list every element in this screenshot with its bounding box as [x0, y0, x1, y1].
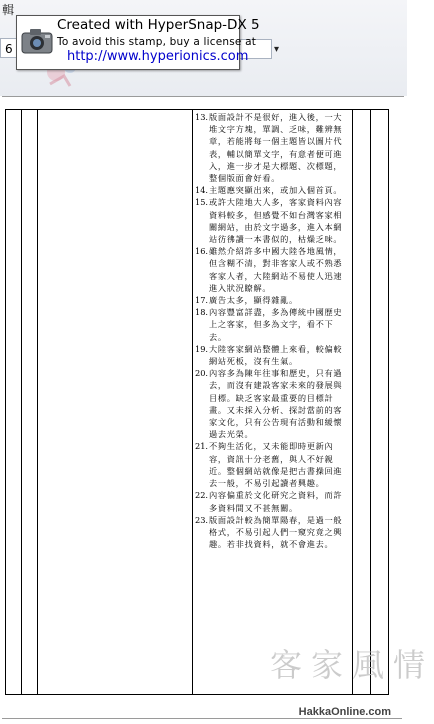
item-number: 22.: [195, 490, 209, 501]
column-divider: [352, 110, 353, 694]
item-text: 內容多為陳年往事和歷史，只有過去，而沒有建設客家未來的發展與目標。缺乏客家最重要的目標計畫。又未採入分析、探討當前的客家文化，只有公告現有活動和緩懷過去光榮。: [209, 368, 343, 440]
item-text: 主題應突顯出來，或加入個首頁。: [209, 185, 343, 196]
item-text: 大陸客家網站整體上來看，較偏較網站死板，沒有生氣。: [209, 343, 343, 367]
stamp-notice: To avoid this stamp, buy a license at: [57, 36, 257, 48]
item-text: 版面設計較為簡單陽春，是過一般格式，不易引起人們一窺究竟之興趣。若非找資料，就不會進去。: [209, 514, 343, 550]
item-text: 雖然介紹許多中國大陸各地風情，但含糊不清，對非客家人或不熟悉客家人者，大陸網站不易使人迅速進入狀況瞭解。: [209, 246, 343, 293]
item-text: 不夠生活化，又未能即時更新內容，資訊十分老舊，與人不好親近。整個網站就像是把古書操回進去一般，不易引起讀者興趣。: [209, 441, 343, 489]
watermark-text: 客家風情: [270, 646, 434, 684]
list-item: [195, 440, 347, 489]
item-number: 20.: [195, 368, 209, 379]
item-number: 19.: [195, 343, 209, 354]
watermark-url: HakkaOnline.com: [298, 706, 391, 718]
zoom-combo[interactable]: 6: [0, 38, 26, 58]
page-bottom-border: [2, 718, 402, 719]
list-item: [195, 184, 347, 196]
list-item: [195, 489, 347, 513]
item-number: 15.: [195, 197, 209, 208]
camera-icon: [21, 26, 53, 56]
list-item: [195, 343, 347, 367]
item-number: 21.: [195, 441, 209, 452]
stamp-title: Created with HyperSnap-DX 5: [57, 17, 260, 33]
list-item: [195, 245, 347, 294]
item-text: 版面設計不是很好，進入後，一大堆文字方塊，單調、乏味，難辨無章，若能將每一個主題皆以圖片代表，輔以簡單文字，有意者便可進入，進一步才是大標題、次標題，整個版面會好看。: [209, 112, 343, 184]
stamp-link[interactable]: http://www.hyperionics.com: [67, 49, 249, 64]
item-number: 18.: [195, 307, 209, 318]
item-number: 13.: [195, 112, 209, 122]
list-item: [195, 514, 347, 551]
column-divider: [370, 110, 371, 694]
item-number: 14.: [195, 185, 209, 196]
list-item: [195, 294, 347, 306]
item-number: 16.: [195, 246, 209, 257]
list-item: [195, 196, 347, 245]
chevron-down-icon[interactable]: ▾: [274, 44, 280, 55]
item-text: 廣告太多，顯得雜亂。: [209, 295, 298, 306]
item-text: 內容偏重於文化研究之資料，而許多資料間又不甚無關。: [209, 490, 343, 513]
item-number: 17.: [195, 295, 209, 306]
list-item: [195, 367, 347, 440]
item-number: 23.: [195, 514, 209, 525]
column-divider: [192, 110, 193, 694]
item-text: 或許大陸地大人多，客家資料內容資料較多，但感覺不如台灣客家相關網站，由於文字過多，進入本網站彷彿讀一本書似的，枯燥乏味。: [209, 197, 343, 245]
column-divider: [37, 110, 38, 694]
page-top-border: [2, 96, 404, 97]
menu-edit[interactable]: 輯: [2, 3, 15, 17]
list-item: [195, 111, 347, 184]
column-divider: [21, 110, 22, 694]
item-text: 內容豐富詳盡，多為傳統中國歷史上之客家，但多為文字，看不下去。: [209, 307, 343, 342]
list-item: [195, 306, 347, 343]
feedback-list: [195, 111, 347, 550]
hypersnap-stamp: [16, 15, 260, 70]
